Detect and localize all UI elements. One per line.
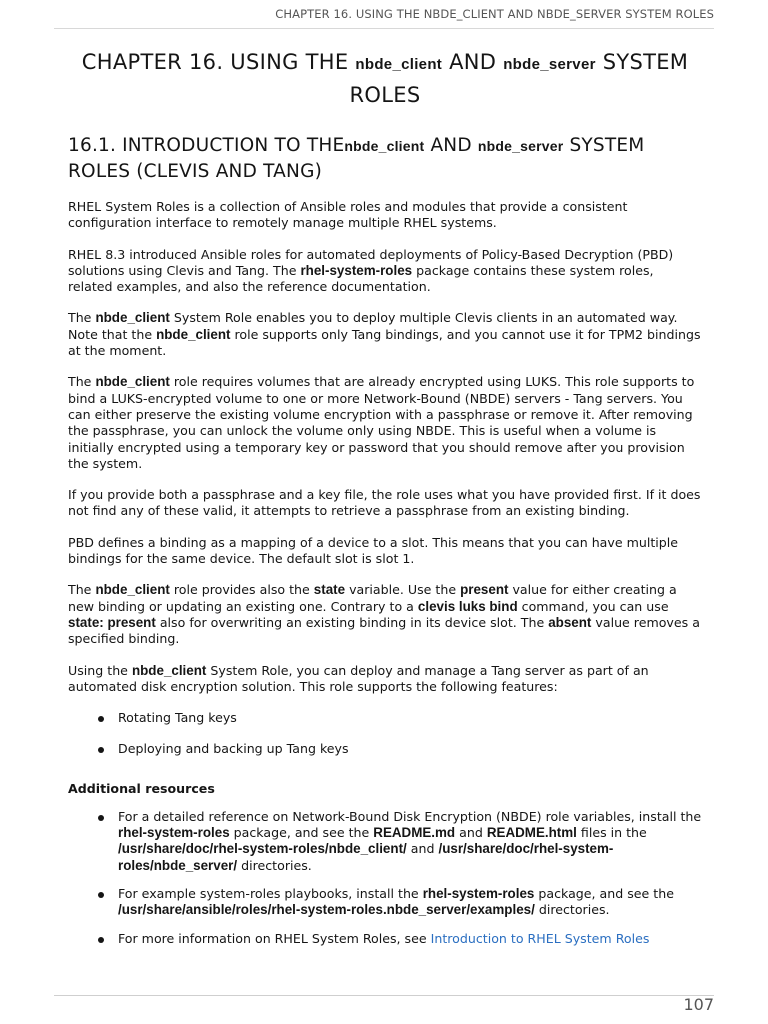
- paragraph-passphrase: If you provide both a passphrase and a key file, the role uses what you have provided first. If it does not find any of these valid, it attempts to retrieve a passphrase from an existing binding.: [68, 487, 701, 519]
- chapter-title-prefix: CHAPTER 16. USING THE: [81, 50, 349, 74]
- code-nbde-client: nbde_client: [95, 310, 170, 326]
- chapter-title-suffix: SYSTEM ROLES: [349, 50, 689, 107]
- chapter-title-and: AND: [449, 50, 497, 74]
- section-title-prefix: 16.1. INTRODUCTION TO THE: [68, 135, 345, 156]
- chapter-title-code-server: nbde_server: [503, 56, 596, 73]
- text-run: directories.: [538, 902, 610, 918]
- introduction-to-rhel-system-roles-link[interactable]: Introduction to RHEL System Roles: [430, 930, 650, 946]
- code-rhel-system-roles: rhel-system-roles: [300, 262, 413, 278]
- header-divider: [54, 28, 714, 29]
- text-run: System Role, you can deploy and manage a Tang server as part of an automated disk encryption solution. This role supports the following features:: [68, 662, 649, 694]
- list-item: Deploying and backing up Tang keys: [68, 741, 702, 757]
- text-run: The: [68, 374, 92, 390]
- text-run: files in the: [580, 825, 647, 841]
- text-run: value removes a specified binding.: [68, 614, 700, 647]
- text-run: RHEL 8.3 introduced Ansible roles for automated deployments of Policy-Based Decryption (PBD) solutions using Clevis and Tang. The: [68, 246, 674, 278]
- paragraph-nbde-client-role: [68, 310, 702, 359]
- code-nbde-client: nbde_client: [156, 326, 231, 342]
- code-state-present: state: present: [68, 614, 156, 630]
- page-content: [68, 47, 702, 947]
- text-run: variable. Use the: [349, 582, 457, 598]
- list-item: [68, 931, 702, 947]
- footer-divider: [54, 995, 714, 996]
- page-number: 107: [683, 995, 714, 1014]
- text-run: and: [459, 825, 483, 841]
- paragraph-state-variable: [68, 582, 702, 647]
- text-run: System Role enables you to deploy multiple Clevis clients in an automated way. Note that the: [68, 310, 678, 342]
- text-run: For example system-roles playbooks, install the: [118, 885, 419, 901]
- text-run: role supports only Tang bindings, and you cannot use it for TPM2 bindings at the moment.: [68, 326, 701, 359]
- section-title-and: AND: [430, 135, 472, 156]
- code-path-nbde-client: /usr/share/doc/rhel-system-roles/nbde_client/: [118, 841, 407, 857]
- chapter-title: [68, 47, 702, 111]
- text-run: directories.: [241, 857, 312, 873]
- running-header: CHAPTER 16. USING THE NBDE_CLIENT AND NBDE_SERVER SYSTEM ROLES: [275, 7, 714, 21]
- text-run: role requires volumes that are already encrypted using LUKS. This role supports to bind a LUKS-encrypted volume to one or more Network-Bound (NBDE) servers - Tang servers. You can either preserve the existing volume encryption with a passphrase or remove it. After removing the passphrase, you can unlock the volume only using NBDE. This is useful when a volume is initially encrypted using a temporary key or password that you should remove after you provision the system.: [68, 374, 695, 471]
- code-absent: absent: [548, 614, 592, 630]
- code-present: present: [460, 582, 509, 598]
- code-readme-md: README.md: [373, 825, 456, 841]
- paragraph-luks: [68, 374, 702, 472]
- code-nbde-client: nbde_client: [131, 662, 207, 678]
- text-run: also for overwriting an existing binding in its device slot. The: [159, 614, 545, 630]
- code-rhel-system-roles: rhel-system-roles: [118, 825, 230, 841]
- section-title-suffix: SYSTEM ROLES (CLEVIS AND TANG): [68, 135, 645, 182]
- text-run: The: [68, 310, 92, 326]
- list-item: [68, 886, 702, 919]
- additional-resources-list: [68, 809, 702, 947]
- code-readme-html: README.html: [486, 825, 577, 841]
- text-run: and: [410, 841, 435, 857]
- text-run: For a detailed reference on Network-Bound Disk Encryption (NBDE) role variables, install the: [118, 808, 702, 824]
- text-run: command, you can use: [521, 598, 669, 614]
- section-title-code-client: nbde_client: [344, 138, 425, 154]
- text-run: package, and see the: [538, 885, 674, 901]
- paragraph-pbd-binding: PBD defines a binding as a mapping of a device to a slot. This means that you can have multiple bindings for the same device. The default slot is slot 1.: [68, 534, 679, 567]
- code-nbde-client: nbde_client: [95, 374, 170, 390]
- list-item: Rotating Tang keys: [68, 710, 702, 726]
- paragraph-tang-server: [68, 663, 702, 696]
- text-run: role provides also the: [173, 582, 310, 598]
- paragraph-intro: RHEL System Roles is a collection of Ansible roles and modules that provide a consistent configuration interface to remotely manage multiple RHEL systems.: [68, 199, 628, 231]
- code-state: state: [313, 582, 346, 598]
- section-title-code-server: nbde_server: [477, 138, 564, 154]
- text-run: The: [68, 582, 92, 598]
- text-run: Using the: [68, 662, 128, 678]
- chapter-title-code-client: nbde_client: [355, 56, 443, 73]
- code-path-nbde-server: /usr/share/doc/rhel-system-roles/nbde_server/: [118, 841, 614, 873]
- code-nbde-client: nbde_client: [95, 582, 170, 598]
- section-title: [68, 133, 702, 185]
- code-clevis-luks-bind: clevis luks bind: [417, 598, 518, 614]
- additional-resources-heading: Additional resources: [68, 780, 215, 796]
- code-path-examples: /usr/share/ansible/roles/rhel-system-roles.nbde_server/examples/: [118, 902, 535, 918]
- list-item: [68, 809, 702, 874]
- text-run: package contains these system roles, related examples, and also the reference documentation.: [68, 262, 654, 295]
- text-run: For more information on RHEL System Roles, see: [118, 930, 427, 946]
- text-run: value for either creating a new binding or updating an existing one. Contrary to a: [68, 582, 677, 614]
- text-run: package, and see the: [233, 825, 370, 841]
- code-rhel-system-roles: rhel-system-roles: [422, 885, 535, 901]
- paragraph-rhel83: [68, 247, 702, 296]
- features-list: [68, 710, 702, 758]
